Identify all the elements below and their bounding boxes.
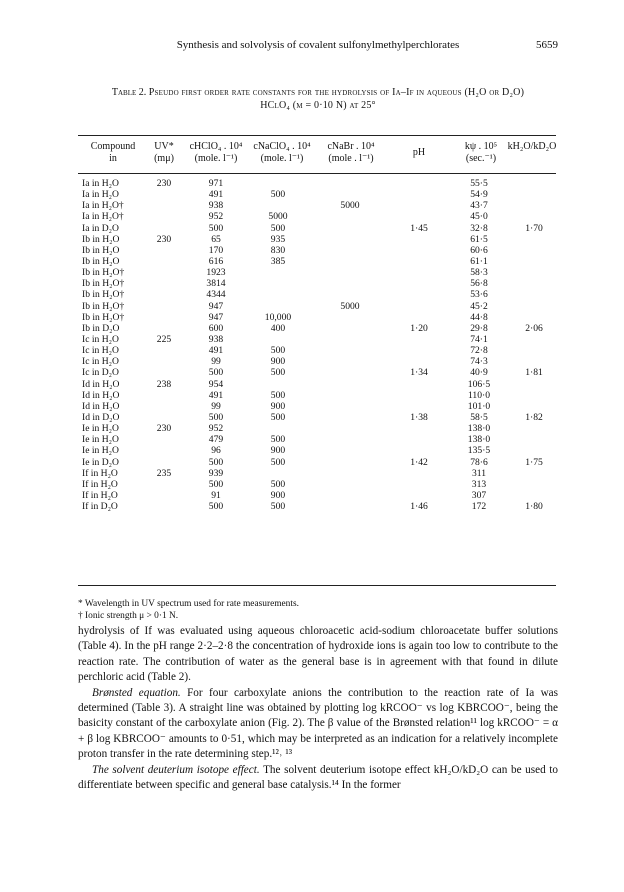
cell-naclo4: 500 bbox=[270, 456, 286, 468]
footnote-wavelength: * Wavelength in UV spectrum used for rate measurements. bbox=[78, 599, 299, 609]
cell-compound: Ia in D₂O bbox=[82, 222, 119, 234]
cell-compound: Ib in H₂O† bbox=[82, 267, 125, 279]
header-uv-label: UV* bbox=[154, 141, 174, 152]
cell-ph: 1·34 bbox=[410, 367, 428, 379]
paragraph-1: hydrolysis of If was evaluated using aqueous chloroacetic acid-sodium chloroacetate buffer solutions (Table 4). In the pH range 2·2–2·8 the concentration of hydroxide ions is again too low to contribute to the reaction rate. The contribution of water as the general base is in agreement with that found in dilute perchloric acid (Table 2). bbox=[78, 625, 558, 684]
cell-kpsi: 54·9 bbox=[470, 189, 488, 201]
cell-naclo4: 500 bbox=[270, 501, 286, 513]
cell-ratio: 1·82 bbox=[525, 411, 543, 423]
table-row bbox=[78, 189, 556, 200]
cell-compound: Ib in H₂O† bbox=[82, 278, 125, 290]
cell-kpsi: 138·0 bbox=[467, 434, 491, 446]
cell-hclo4: 500 bbox=[208, 222, 224, 234]
cell-hclo4: 65 bbox=[211, 233, 221, 245]
cell-compound: Ie in H₂O bbox=[82, 445, 119, 457]
table-row bbox=[78, 345, 556, 356]
cell-hclo4: 4344 bbox=[206, 289, 226, 301]
cell-kpsi: 74·3 bbox=[470, 356, 488, 368]
cell-kpsi: 135·5 bbox=[467, 445, 491, 457]
table-footnotes bbox=[78, 598, 556, 622]
table-row bbox=[78, 278, 556, 289]
table-row bbox=[78, 434, 556, 445]
cell-hclo4: 500 bbox=[208, 456, 224, 468]
cell-hclo4: 954 bbox=[208, 378, 224, 390]
cell-compound: Ib in H₂O bbox=[82, 244, 120, 256]
cell-compound: If in H₂O bbox=[82, 489, 118, 501]
cell-kpsi: 43·7 bbox=[470, 200, 488, 212]
cell-compound: Ia in H₂O† bbox=[82, 211, 124, 223]
cell-hclo4: 938 bbox=[208, 200, 224, 212]
cell-compound: Ie in D₂O bbox=[82, 456, 119, 468]
cell-compound: Ib in H₂O bbox=[82, 233, 120, 245]
cell-hclo4: 500 bbox=[208, 478, 224, 490]
table-row bbox=[78, 267, 556, 278]
header-ratio bbox=[506, 141, 558, 153]
cell-kpsi: 72·8 bbox=[470, 345, 488, 357]
cell-ratio: 1·81 bbox=[525, 367, 543, 379]
cell-hclo4: 952 bbox=[208, 423, 224, 435]
cell-hclo4: 170 bbox=[208, 244, 224, 256]
table-row bbox=[78, 479, 556, 490]
cell-nabr: 5000 bbox=[340, 300, 360, 312]
cell-uv: 235 bbox=[156, 467, 172, 479]
header-nabr bbox=[318, 141, 384, 165]
caption-text-2: HClO₄ (μ = 0·10 N) at 25° bbox=[260, 100, 376, 111]
header-nabr-label: cNaBr . 10⁴ bbox=[327, 141, 375, 152]
cell-ph: 1·42 bbox=[410, 456, 428, 468]
cell-hclo4: 971 bbox=[208, 178, 224, 189]
cell-kpsi: 56·8 bbox=[470, 278, 488, 290]
cell-hclo4: 3814 bbox=[206, 278, 226, 290]
cell-naclo4: 500 bbox=[270, 389, 286, 401]
cell-ratio: 2·06 bbox=[525, 322, 543, 334]
header-ratio-label: kH₂O/kD₂O bbox=[507, 141, 557, 152]
cell-kpsi: 74·1 bbox=[470, 333, 488, 345]
table-top-rule bbox=[78, 135, 556, 136]
cell-compound: Ia in H₂O bbox=[82, 178, 119, 189]
cell-hclo4: 938 bbox=[208, 333, 224, 345]
table-caption bbox=[78, 86, 558, 112]
table-row bbox=[78, 412, 556, 423]
cell-naclo4: 900 bbox=[270, 356, 286, 368]
table-row bbox=[78, 223, 556, 234]
cell-kpsi: 45·2 bbox=[470, 300, 488, 312]
cell-naclo4: 935 bbox=[270, 233, 286, 245]
cell-kpsi: 138·0 bbox=[467, 423, 491, 435]
cell-compound: Ib in H₂O† bbox=[82, 300, 125, 312]
cell-kpsi: 58·5 bbox=[470, 411, 488, 423]
cell-uv: 238 bbox=[156, 378, 172, 390]
cell-uv: 225 bbox=[156, 333, 172, 345]
header-kpsi-label: kψ . 10⁵ bbox=[464, 141, 498, 152]
cell-compound: Id in D₂O bbox=[82, 411, 120, 423]
cell-kpsi: 307 bbox=[471, 489, 487, 501]
header-ph-label: pH bbox=[412, 147, 426, 158]
cell-ratio: 1·70 bbox=[525, 222, 543, 234]
cell-naclo4: 900 bbox=[270, 445, 286, 457]
table-row bbox=[78, 178, 556, 189]
page-number: 5659 bbox=[536, 39, 558, 51]
cell-ph: 1·45 bbox=[410, 222, 428, 234]
cell-compound: Id in H₂O bbox=[82, 389, 120, 401]
cell-kpsi: 53·6 bbox=[470, 289, 488, 301]
header-compound-label: Compound bbox=[90, 141, 136, 152]
body-text bbox=[78, 624, 558, 793]
table-header bbox=[78, 141, 556, 171]
cell-naclo4: 10,000 bbox=[264, 311, 292, 323]
table-row bbox=[78, 234, 556, 245]
cell-compound: Ia in H₂O bbox=[82, 189, 119, 201]
cell-kpsi: 61·1 bbox=[470, 255, 488, 267]
header-nabr-unit: (mole . l⁻¹) bbox=[328, 153, 374, 164]
cell-hclo4: 491 bbox=[208, 345, 224, 357]
header-hclo4-label: cHClO₄ . 10⁴ bbox=[189, 141, 243, 152]
cell-hclo4: 1923 bbox=[206, 267, 226, 279]
table-row bbox=[78, 211, 556, 222]
cell-kpsi: 58·3 bbox=[470, 267, 488, 279]
table-row bbox=[78, 301, 556, 312]
cell-naclo4: 900 bbox=[270, 489, 286, 501]
header-naclo4-unit: (mole. l⁻¹) bbox=[260, 153, 304, 164]
cell-compound: Ie in H₂O bbox=[82, 434, 119, 446]
cell-kpsi: 60·6 bbox=[470, 244, 488, 256]
table-header-rule bbox=[78, 173, 556, 174]
cell-hclo4: 500 bbox=[208, 411, 224, 423]
table-row bbox=[78, 323, 556, 334]
running-head-title: Synthesis and solvolysis of covalent sulfonylmethylperchlorates bbox=[176, 39, 460, 51]
cell-compound: Ic in H₂O bbox=[82, 345, 119, 357]
table-row bbox=[78, 423, 556, 434]
table-row bbox=[78, 367, 556, 378]
cell-kpsi: 110·0 bbox=[467, 389, 491, 401]
header-naclo4-label: cNaClO₄ . 10⁴ bbox=[253, 141, 311, 152]
cell-hclo4: 99 bbox=[211, 400, 221, 412]
header-hclo4-unit: (mole. l⁻¹) bbox=[194, 153, 238, 164]
cell-hclo4: 479 bbox=[208, 434, 224, 446]
header-hclo4 bbox=[184, 141, 248, 165]
cell-hclo4: 91 bbox=[211, 489, 221, 501]
header-naclo4 bbox=[250, 141, 314, 165]
cell-kpsi: 313 bbox=[471, 478, 487, 490]
cell-naclo4: 500 bbox=[270, 222, 286, 234]
cell-kpsi: 40·9 bbox=[470, 367, 488, 379]
cell-uv: 230 bbox=[156, 233, 172, 245]
caption-label: Table 2. bbox=[111, 87, 147, 98]
cell-kpsi: 32·8 bbox=[470, 222, 488, 234]
cell-compound: If in D₂O bbox=[82, 501, 118, 513]
cell-hclo4: 96 bbox=[211, 445, 221, 457]
cell-naclo4: 500 bbox=[270, 189, 286, 201]
caption-text-1: Pseudo first order rate constants for the hydrolysis of Ia–If in aqueous (H₂O or D₂O) bbox=[148, 87, 525, 98]
cell-uv: 230 bbox=[156, 423, 172, 435]
table-row bbox=[78, 457, 556, 468]
cell-compound: Ic in H₂O bbox=[82, 356, 119, 368]
header-compound-sub: in bbox=[109, 153, 117, 164]
table-row bbox=[78, 445, 556, 456]
cell-hclo4: 491 bbox=[208, 389, 224, 401]
cell-hclo4: 99 bbox=[211, 356, 221, 368]
paragraph-2 bbox=[78, 686, 558, 763]
cell-naclo4: 830 bbox=[270, 244, 286, 256]
header-kpsi-unit: (sec.⁻¹) bbox=[465, 153, 497, 164]
cell-compound: Id in H₂O bbox=[82, 378, 120, 390]
table-row bbox=[78, 390, 556, 401]
cell-compound: Ia in H₂O† bbox=[82, 200, 124, 212]
cell-hclo4: 952 bbox=[208, 211, 224, 223]
header-uv-unit: (mμ) bbox=[154, 153, 174, 164]
table-row bbox=[78, 289, 556, 300]
footnote-ionic-strength: † Ionic strength μ > 0·1 N. bbox=[78, 611, 179, 621]
cell-hclo4: 500 bbox=[208, 501, 224, 513]
cell-compound: If in H₂O bbox=[82, 478, 118, 490]
table-row bbox=[78, 490, 556, 501]
header-ph bbox=[401, 147, 437, 159]
table-body bbox=[78, 178, 556, 512]
cell-ph: 1·20 bbox=[410, 322, 428, 334]
table-bottom-rule bbox=[78, 585, 556, 586]
caption-line-1 bbox=[78, 86, 558, 99]
cell-nabr: 5000 bbox=[340, 200, 360, 212]
cell-kpsi: 78·6 bbox=[470, 456, 488, 468]
table-row bbox=[78, 468, 556, 479]
cell-hclo4: 600 bbox=[208, 322, 224, 334]
cell-hclo4: 939 bbox=[208, 467, 224, 479]
cell-naclo4: 500 bbox=[270, 367, 286, 379]
cell-naclo4: 5000 bbox=[268, 211, 288, 223]
cell-hclo4: 616 bbox=[208, 255, 224, 267]
cell-ratio: 1·80 bbox=[525, 501, 543, 513]
cell-naclo4: 400 bbox=[270, 322, 286, 334]
cell-kpsi: 29·8 bbox=[470, 322, 488, 334]
cell-ratio: 1·75 bbox=[525, 456, 543, 468]
cell-kpsi: 106·5 bbox=[467, 378, 491, 390]
cell-ph: 1·38 bbox=[410, 411, 428, 423]
cell-naclo4: 900 bbox=[270, 400, 286, 412]
table-row bbox=[78, 256, 556, 267]
header-uv bbox=[146, 141, 182, 165]
cell-naclo4: 500 bbox=[270, 478, 286, 490]
cell-kpsi: 61·5 bbox=[470, 233, 488, 245]
header-compound bbox=[78, 141, 148, 165]
cell-kpsi: 44·8 bbox=[470, 311, 488, 323]
table-row bbox=[78, 245, 556, 256]
paragraph-2-text: For four carboxylate anions the contribution to the reaction rate of Ia was determined (Table 3). A straight line was obtained by plotting log kRCOO⁻ vs log KBRCOO⁻, being the basicity constant of the carboxylate anion (Fig. 2). The β value of the Brønsted relation¹¹ log kRCOO⁻ = α + β log KBRCOO⁻ amounts to 0·51, which may be interpreted as an indication for a relatively incomplete proton transfer in the rate determining step.¹²˒ ¹³ bbox=[78, 686, 558, 761]
paragraph-2-heading: Brønsted equation. bbox=[92, 686, 181, 699]
cell-naclo4: 500 bbox=[270, 345, 286, 357]
cell-compound: Ib in H₂O bbox=[82, 255, 120, 267]
cell-compound: Ib in H₂O† bbox=[82, 311, 125, 323]
cell-compound: Ie in H₂O bbox=[82, 423, 119, 435]
cell-compound: Ic in H₂O bbox=[82, 333, 119, 345]
cell-hclo4: 947 bbox=[208, 311, 224, 323]
cell-compound: Ib in H₂O† bbox=[82, 289, 125, 301]
cell-kpsi: 311 bbox=[471, 467, 487, 479]
table-row bbox=[78, 401, 556, 412]
cell-compound: Ib in D₂O bbox=[82, 322, 120, 334]
cell-compound: If in H₂O bbox=[82, 467, 118, 479]
cell-compound: Ic in D₂O bbox=[82, 367, 119, 379]
paragraph-3 bbox=[78, 763, 558, 794]
cell-kpsi: 101·0 bbox=[467, 400, 491, 412]
table-row bbox=[78, 200, 556, 211]
cell-ph: 1·46 bbox=[410, 501, 428, 513]
table-row bbox=[78, 312, 556, 323]
cell-compound: Id in H₂O bbox=[82, 400, 120, 412]
table-row bbox=[78, 379, 556, 390]
table-row bbox=[78, 356, 556, 367]
table-row bbox=[78, 501, 556, 512]
cell-hclo4: 491 bbox=[208, 189, 224, 201]
cell-kpsi: 172 bbox=[471, 501, 487, 513]
cell-naclo4: 500 bbox=[270, 434, 286, 446]
paragraph-3-text: The solvent deuterium isotope effect kH₂O/kD₂O can be used to differentiate between specific and general base catalysis.¹⁴ In the former bbox=[78, 763, 558, 792]
paragraph-3-heading: The solvent deuterium isotope effect. bbox=[92, 763, 260, 776]
cell-kpsi: 45·0 bbox=[470, 211, 488, 223]
cell-hclo4: 500 bbox=[208, 367, 224, 379]
cell-naclo4: 385 bbox=[270, 255, 286, 267]
header-kpsi bbox=[456, 141, 506, 165]
table-row bbox=[78, 334, 556, 345]
cell-uv: 230 bbox=[156, 178, 172, 189]
cell-hclo4: 947 bbox=[208, 300, 224, 312]
cell-kpsi: 55·5 bbox=[470, 178, 488, 189]
cell-naclo4: 500 bbox=[270, 411, 286, 423]
